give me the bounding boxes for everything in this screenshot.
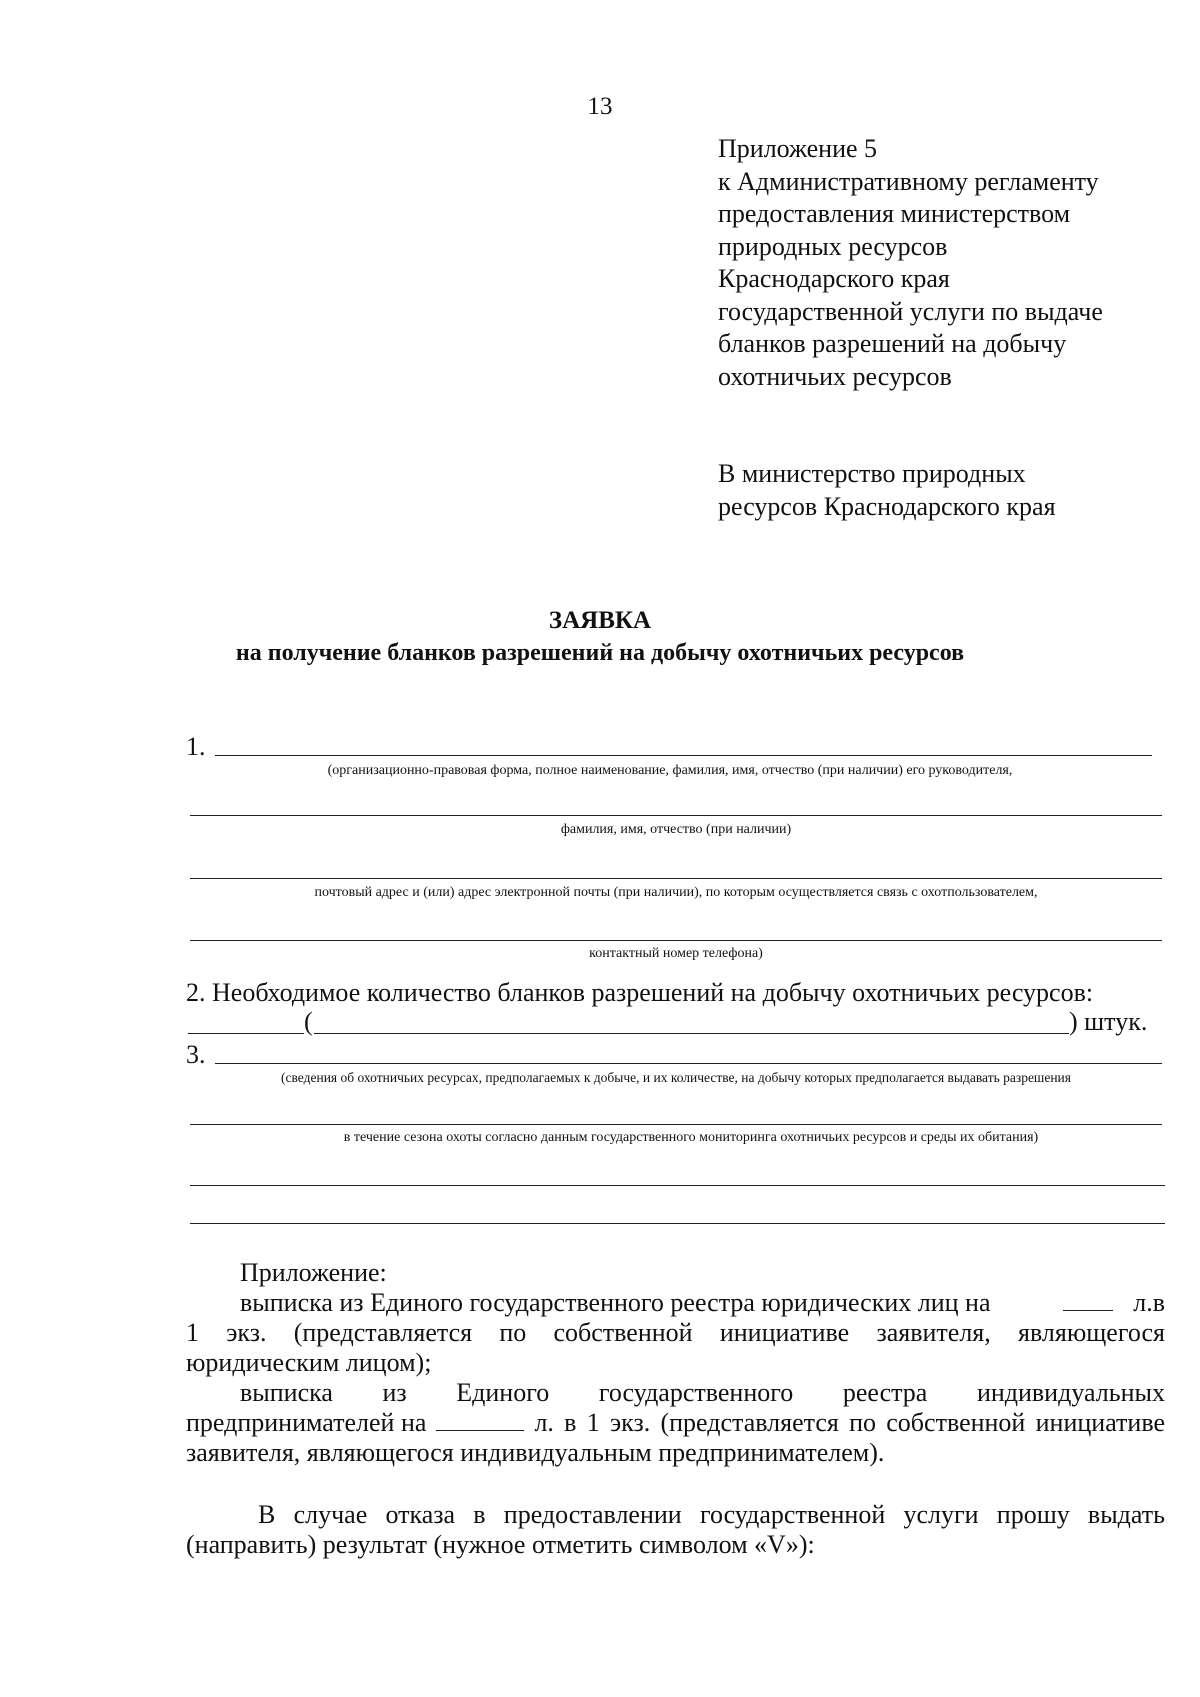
- section-1-field-name[interactable]: [215, 755, 1152, 756]
- document-subtitle: на получение бланков разрешений на добычу охотничьих ресурсов: [235, 640, 965, 666]
- appendix-item-2-word: государственного: [598, 1378, 794, 1407]
- section-1-caption-phone: контактный номер телефона): [589, 946, 763, 961]
- appendix-item-2-line-3: заявителя, являющегося индивидуальным предпринимателем).: [186, 1438, 885, 1467]
- refusal-line-2: (направить) результат (нужное отметить символом «V»):: [186, 1530, 815, 1559]
- section-3-caption-season: в течение сезона охоты согласно данным государственного мониторинга охотничьих ресурсов и среды их обитания): [343, 1130, 1039, 1145]
- appendix-item-2-text: предпринимателей на: [186, 1408, 427, 1437]
- section-1-caption-address: почтовый адрес и (или) адрес электронной почты (при наличии), по которым осуществляется связь с охотпользователем,: [314, 885, 1038, 900]
- appendix-item-2-line-2: [186, 1408, 1165, 1438]
- attachment-line: охотничьих ресурсов: [718, 361, 952, 391]
- attachment-line: природных ресурсов: [718, 231, 948, 261]
- appendix-item-1-line-3: юридическим лицом);: [186, 1348, 432, 1377]
- section-1-caption-name: (организационно-правовая форма, полное наименование, фамилия, имя, отчество (при наличии) его руководителя,: [327, 763, 1013, 778]
- appendix-heading: Приложение:: [240, 1258, 387, 1287]
- appendix-item-1-line-2: 1 экз. (представляется по собственной инициативе заявителя, являющегося: [186, 1318, 1165, 1347]
- section-3-caption-resources: (сведения об охотничьих ресурсах, предполагаемых к добыче, и их количестве, на добычу которых предполагается выдавать разрешения: [281, 1070, 1071, 1085]
- section-3-field-extra-2[interactable]: [190, 1223, 1165, 1224]
- attachment-line: государственной услуги по выдаче: [718, 296, 1103, 326]
- appendix-item-2-word: выписка: [240, 1378, 333, 1407]
- section-3-number: 3.: [186, 1040, 206, 1069]
- section-1-field-address[interactable]: [190, 878, 1162, 879]
- attachment-line: бланков разрешений на добычу: [718, 329, 1067, 358]
- section-3-field-resources[interactable]: [215, 1063, 1162, 1064]
- appendix-item-2-word: индивидуальных: [976, 1378, 1165, 1407]
- section-1-caption-head: фамилия, имя, отчество (при наличии): [560, 822, 792, 837]
- attachment-line: к Административному регламенту: [718, 166, 1099, 196]
- appendix-item-2-pages-suffix: л. в 1 экз. (представляется по собственной инициативе: [534, 1408, 1165, 1437]
- addressee-line: В министерство природных: [718, 459, 1026, 488]
- document-title: ЗАЯВКА: [548, 607, 652, 634]
- section-2-open-paren: (: [304, 1007, 313, 1036]
- attachment-line: предоставления министерством: [718, 199, 1071, 228]
- addressee: [718, 458, 1158, 523]
- section-2-field-count-words[interactable]: [314, 1033, 1069, 1034]
- section-1-number: 1.: [186, 732, 206, 761]
- appendix-item-1-pages-suffix: л.в: [1133, 1288, 1165, 1317]
- addressee-line: ресурсов Краснодарского края: [718, 491, 1056, 521]
- appendix-item-2-word: реестра: [842, 1378, 928, 1407]
- refusal-line-1: В случае отказа в предоставлении государственной услуги прошу выдать: [258, 1500, 1165, 1529]
- appendix-item-2-word: из: [382, 1378, 407, 1407]
- section-3-field-extra-1[interactable]: [190, 1185, 1165, 1186]
- attachment-line: Краснодарского края: [718, 264, 950, 293]
- section-1-field-head[interactable]: [190, 815, 1162, 816]
- section-3-field-season[interactable]: [190, 1124, 1162, 1125]
- appendix-item-1-text: выписка из Единого государственного реестра юридических лиц на: [240, 1288, 991, 1317]
- section-2-text: 2. Необходимое количество бланков разрешений на добычу охотничьих ресурсов:: [186, 978, 1094, 1007]
- attachment-line: Приложение 5: [718, 134, 878, 163]
- section-1-field-phone[interactable]: [190, 940, 1162, 941]
- appendix-item-2-line-1: [240, 1378, 1165, 1408]
- appendix-item-2-word: Единого: [456, 1378, 550, 1407]
- section-2-close-paren: ) штук.: [1069, 1007, 1148, 1036]
- appendix-item-1-line-1: [240, 1288, 1165, 1318]
- page-number: 13: [587, 93, 613, 120]
- appendix-item-2-pages-field[interactable]: [436, 1408, 524, 1431]
- section-2-field-count[interactable]: [188, 1033, 304, 1034]
- appendix-item-1-pages-field[interactable]: [1063, 1288, 1113, 1311]
- attachment-header: [718, 133, 1158, 393]
